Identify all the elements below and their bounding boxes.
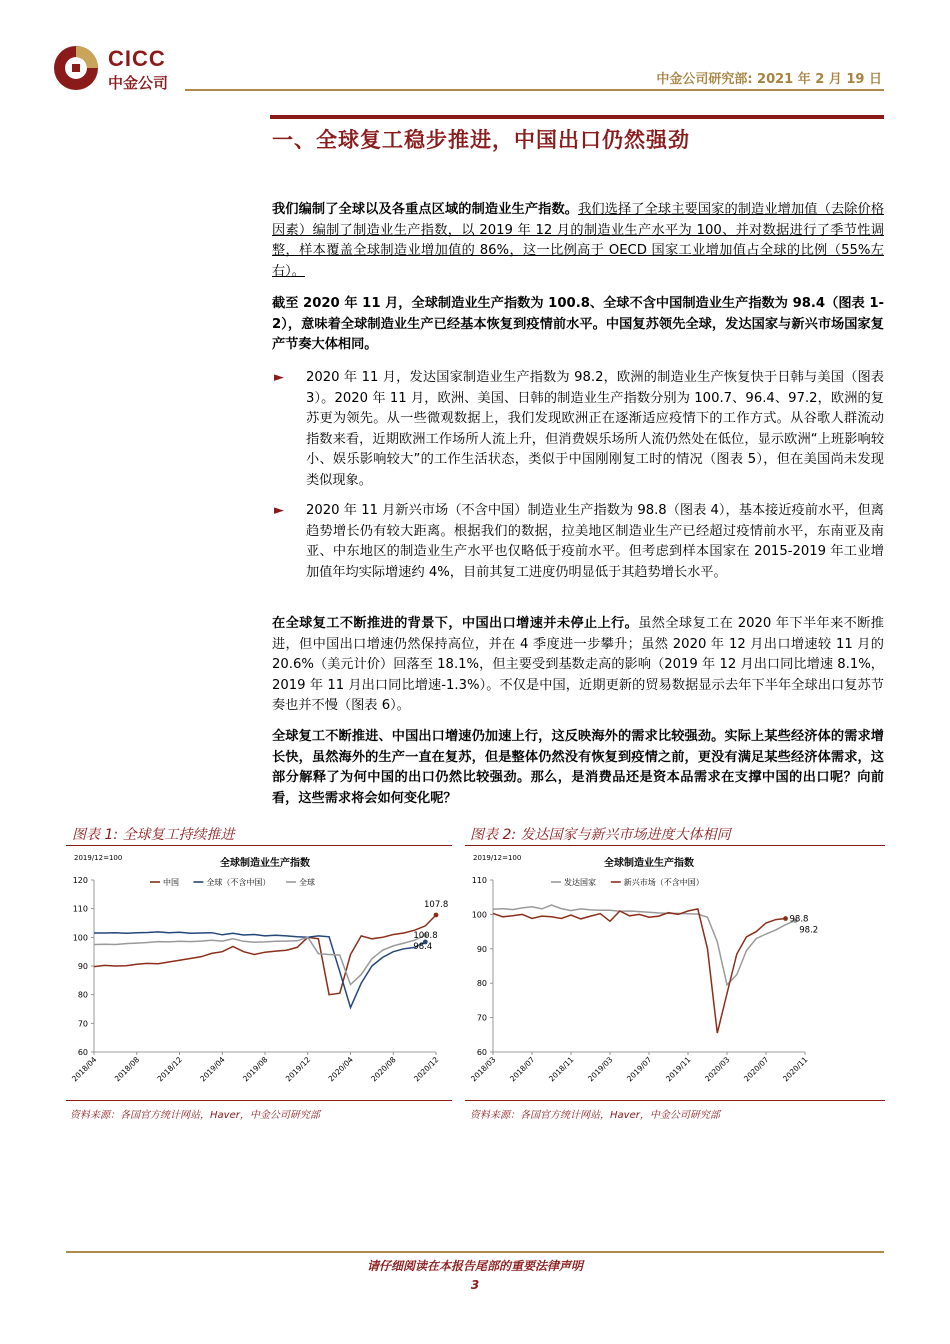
series-end-point [783,916,788,921]
x-tick-label: 2019/08 [241,1055,270,1084]
bullet-item-1 [272,368,884,491]
paragraph-2: 截至 2020 年 11 月，全球制造业生产指数为 100.8、全球不含中国制造业生产指数为 98.4（图表 1-2），意味着全球制造业生产已经基本恢复到疫情前水平。中国复苏领先全球，发达国家与新兴市场国家复产节奏大体相同。 [272,296,884,352]
x-tick-label: 2018/04 [70,1055,99,1084]
legal-notice: 请仔细阅读在本报告尾部的重要法律声明 [366,1259,583,1273]
bullet-item-2 [272,501,884,583]
x-tick-label: 2018/08 [112,1055,142,1084]
figure-2-source: 资料来源：各国官方统计网站，Haver，中金公司研究部 [470,1110,720,1121]
paragraph-4: 全球复工不断推进、中国出口增速仍加速上行，这反映海外的需求比较强劲。实际上某些经济体的需求增长快，虽然海外的生产一直在复苏，但是整体仍然没有恢复到疫情之前，更没有满足某些经济体需求，这部分解释了为何中国的出口仍然比较强劲。那么，是消费品还是资本品需求在支撑中国的出口呢？向前看，这些需求将会如何变化呢？ [272,729,884,806]
legend-label: 全球 [299,878,315,887]
legend-label: 新兴市场（不含中国） [623,878,704,887]
bullet-arrow-icon: ► [274,370,284,385]
x-tick-label: 2020/08 [369,1055,398,1084]
report-date: 中金公司研究部: 2021 年 2 月 19 日 [656,72,882,87]
x-tick-label: 2019/03 [586,1055,615,1084]
y-tick-label: 100 [72,933,88,943]
x-tick-label: 2019/04 [198,1055,227,1084]
figure-2-bottom-rule [465,1100,885,1101]
figure-1-chart [66,846,452,1098]
y-tick-label: 60 [476,1048,487,1057]
page-number: 3 [470,1278,480,1292]
x-tick-label: 2019/07 [625,1055,654,1084]
data-end-label: 98.2 [799,925,819,936]
y-tick-label: 100 [471,910,487,920]
y-tick-label: 90 [476,944,487,954]
y-tick-label: 80 [77,990,88,1000]
figure-1-bottom-rule [66,1100,452,1101]
y-tick-label: 120 [72,876,88,885]
y-tick-label: 90 [77,962,88,971]
chart-base-note: 2019/12=100 [74,854,123,862]
y-tick-label: 110 [471,876,487,885]
paragraph-1 [272,200,884,282]
series-line [94,915,436,995]
data-end-label: 98.4 [413,942,433,953]
y-tick-label: 110 [72,904,88,914]
data-end-label: 98.8 [789,914,809,925]
legend-label: 中国 [163,878,179,887]
x-tick-label: 2018/12 [155,1055,184,1084]
footer-divider [66,1251,884,1253]
data-end-label: 107.8 [424,899,449,910]
data-end-label: 100.8 [413,931,438,942]
y-tick-label: 60 [77,1048,88,1057]
y-tick-label: 70 [77,1019,88,1029]
x-tick-label: 2020/12 [412,1055,441,1084]
x-tick-label: 2019/12 [283,1055,313,1084]
bullet-2-text: 2020 年 11 月新兴市场（不含中国）制造业生产指数为 98.8（图表 4），基本接近疫前水平，但离趋势增长仍有较大距离。根据我们的数据，拉美地区制造业生产已经超过疫情前水平，东南亚及南亚、中东地区的制造业生产水平也仅略低于疫前水平。但考虑到样本国家在 2015-2019 年工业增加值年均实际增速约 4%，目前其复工进度仍明显低于其趋势增长水平。 [306,503,884,580]
x-tick-label: 2020/07 [742,1055,771,1084]
paragraph-3-lead: 在全球复工不断推进的背景下，中国出口增速并未停止上行。 [272,616,639,631]
x-tick-label: 2018/07 [508,1055,537,1084]
x-tick-label: 2020/03 [703,1055,732,1084]
chart-title: 全球制造业生产指数 [220,858,310,869]
y-tick-label: 70 [476,1013,487,1023]
paragraph-3 [272,614,884,717]
paragraph-1-lead: 我们编制了全球以及各重点区域的制造业生产指数。 [272,202,579,217]
header-divider [185,89,884,91]
paragraph-3-body: 虽然全球复工在 2020 年下半年来不断推进，但中国出口增速仍然保持高位，并在 4 季度进一步攀升；虽然 2020 年 12 月出口增速较 11 月的 20.6%（美元计价）回落至 18.1%，但主要受到基数走高的影响（2019 年 12 月出口同比增速 8.1%，2019 年 11 月出口同比增速-1.3%）。不仅是中国，近期更新的贸易数据显示去年下半年全球出口复苏节奏也并不慢（图表 6）。 [272,616,884,713]
cicc-logo [52,44,202,94]
chart-title: 全球制造业生产指数 [604,858,694,869]
cicc-logo-mark-icon [52,44,100,92]
chart-base-note: 2019/12=100 [473,854,522,862]
bullet-arrow-icon: ► [274,503,284,518]
figure-1-source: 资料来源：各国官方统计网站，Haver，中金公司研究部 [70,1110,320,1121]
series-line [94,935,425,985]
section-title: 一、全球复工稳步推进，中国出口仍然强劲 [272,128,690,152]
x-tick-label: 2020/11 [781,1055,810,1084]
series-line [493,909,786,1033]
bullet-1-text: 2020 年 11 月，发达国家制造业生产指数为 98.2，欧洲的制造业生产恢复快于日韩与美国（图表 3）。2020 年 11 月，欧洲、美国、日韩的制造业生产指数分别为 100.7、96.4、97.2，欧洲的复苏更为领先。从一些微观数据上，我们发现欧洲正在逐渐适应疫情下的工作方式。从谷歌人群流动指数来看，近期欧洲工作场所人流上升，但消费娱乐场所人流仍然处在低位，显示欧洲“上班影响较小、娱乐影响较大”的工作生活状态，类似于中国刚刚复工时的情况（图表 5），但在美国尚未发现类似现象。 [306,370,884,488]
legend-label: 发达国家 [564,878,596,887]
logo-text-en: CICC [108,46,166,71]
figure-2-chart [465,846,885,1098]
logo-text-cn: 中金公司 [108,74,169,92]
figure-2-caption: 图表 2: 发达国家与新兴市场进度大体相同 [470,827,731,843]
figure-1-caption: 图表 1: 全球复工持续推进 [72,827,235,843]
x-tick-label: 2018/11 [547,1055,576,1084]
x-tick-label: 2020/04 [326,1055,355,1084]
legend-label: 全球（不含中国） [206,878,271,887]
x-tick-label: 2019/11 [664,1055,693,1084]
x-tick-label: 2018/03 [469,1055,498,1084]
y-tick-label: 80 [476,979,487,989]
title-rule [270,115,884,119]
paragraph-1-body: 我们选择了全球主要国家的制造业增加值（去除价格因素）编制了制造业生产指数，以 2019 年 12 月的制造业生产水平为 100、并对数据进行了季节性调整，样本覆盖全球制造业增加值的 86%，这一比例高于 OECD 国家工业增加值占全球的比例（55%左右）。 [272,202,885,279]
series-end-point [434,913,439,918]
